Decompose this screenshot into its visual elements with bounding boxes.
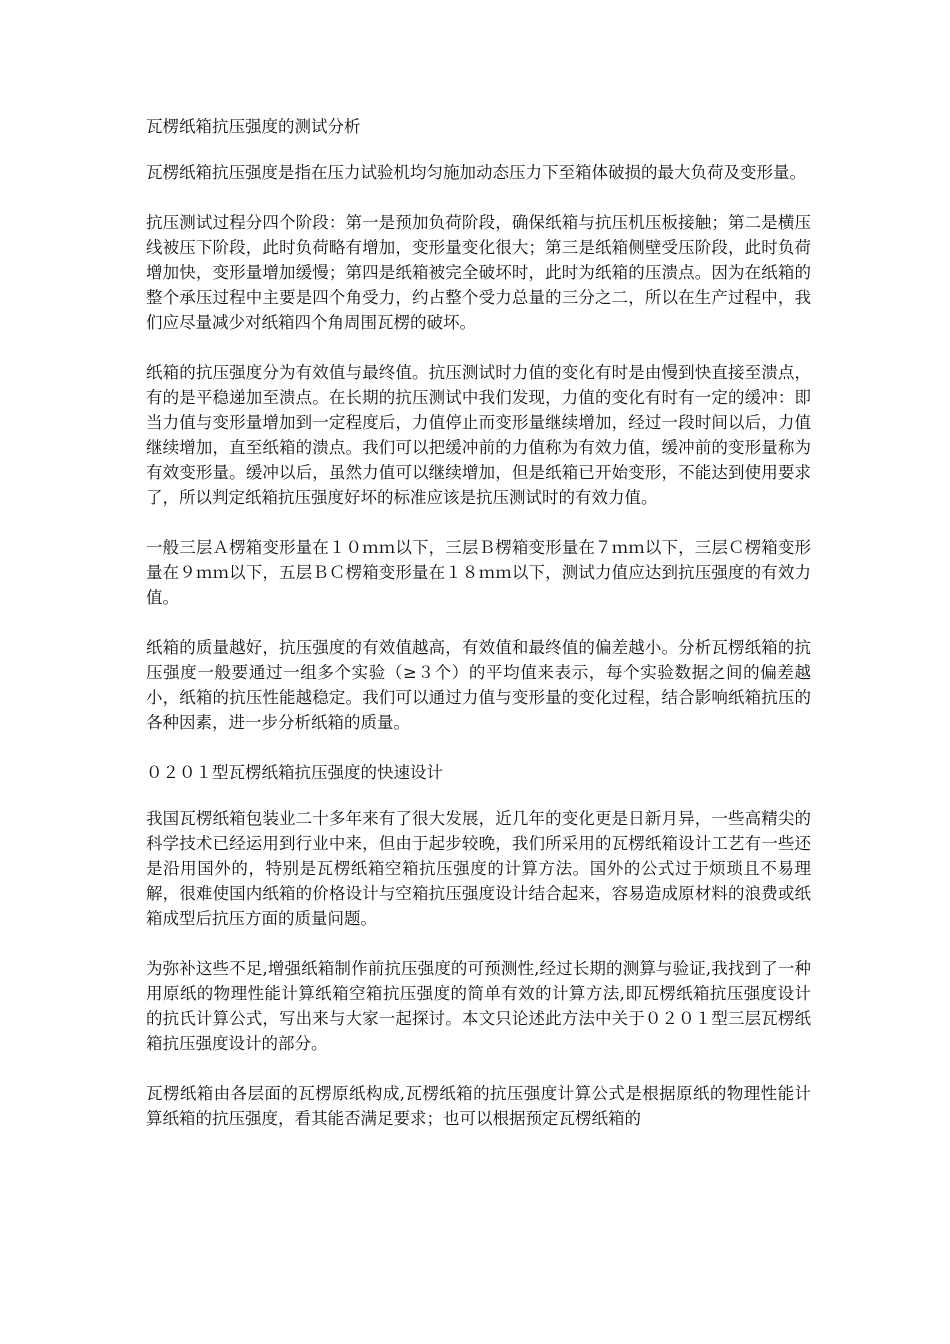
- paragraph-effective-value: 纸箱的抗压强度分为有效值与最终值。抗压测试时力值的变化有时是由慢到快直接至溃点，有的是平稳递加至溃点。在长期的抗压测试中我们发现，力值的变化有时有一定的缓冲：即当力值与变形量增加到一定程度后，力值停止而变形量继续增加，经过一段时间以后，力值继续增加，直至纸箱的溃点。我们可以把缓冲前的力值称为有效力值，缓冲前的变形量称为有效变形量。缓冲以后，虽然力值可以继续增加，但是纸箱已开始变形，不能达到使用要求了，所以判定纸箱抗压强度好坏的标准应该是抗压测试时的有效力值。: [146, 363, 811, 507]
- paragraph-industry-background: 我国瓦楞纸箱包装业二十多年来有了很大发展，近几年的变化更是日新月异，一些高精尖的科学技术已经运用到行业中来，但由于起步较晚，我们所采用的瓦楞纸箱设计工艺有一些还是沿用国外的，特别是瓦楞纸箱空箱抗压强度的计算方法。国外的公式过于烦琐且不易理解，很难使国内纸箱的价格设计与空箱抗压强度设计结合起来，容易造成原材料的浪费或纸箱成型后抗压方面的质量问题。: [146, 809, 811, 928]
- paragraph-formula-basis: 瓦楞纸箱由各层面的瓦楞原纸构成,瓦楞纸箱的抗压强度计算公式是根据原纸的物理性能计算纸箱的抗压强度，看其能否满足要求；也可以根据预定瓦楞纸箱的: [146, 1084, 811, 1128]
- paragraph-method-intro: 为弥补这些不足,增强纸箱制作前抗压强度的可预测性,经过长期的测算与验证,我找到了一种用原纸的物理性能计算纸箱空箱抗压强度的简单有效的计算方法,即瓦楞纸箱抗压强度设计的抗氏计算公式，写出来与大家一起探讨。本文只论述此方法中关于０２０１型三层瓦楞纸箱抗压强度设计的部分。: [146, 959, 811, 1053]
- document-title: 瓦楞纸箱抗压强度的测试分析: [146, 117, 361, 136]
- document-body: [146, 114, 811, 1156]
- paragraph-definition: 瓦楞纸箱抗压强度是指在压力试验机均匀施加动态压力下至箱体破损的最大负荷及变形量。: [146, 163, 806, 182]
- paragraph-quality-analysis: 纸箱的质量越好，抗压强度的有效值越高，有效值和最终值的偏差越小。分析瓦楞纸箱的抗压强度一般要通过一组多个实验（≥３个）的平均值来表示，每个实验数据之间的偏差越小，纸箱的抗压性能越稳定。我们可以通过力值与变形量的变化过程，结合影响纸箱抗压的各种因素，进一步分析纸箱的质量。: [146, 638, 811, 732]
- paragraph-deformation-limits: 一般三层Ａ楞箱变形量在１０ｍｍ以下，三层Ｂ楞箱变形量在７ｍｍ以下，三层Ｃ楞箱变形量在９ｍｍ以下，五层ＢＣ楞箱变形量在１８ｍｍ以下，测试力值应达到抗压强度的有效力值。: [146, 538, 811, 607]
- paragraph-test-stages: 抗压测试过程分四个阶段：第一是预加负荷阶段，确保纸箱与抗压机压板接触；第二是横压线被压下阶段，此时负荷略有增加，变形量变化很大；第三是纸箱侧壁受压阶段，此时负荷增加快，变形量增加缓慢；第四是纸箱被完全破坏时，此时为纸箱的压溃点。因为在纸箱的整个承压过程中主要是四个角受力，约占整个受力总量的三分之二，所以在生产过程中，我们应尽量减少对纸箱四个角周围瓦楞的破坏。: [146, 213, 811, 332]
- section-heading: ０２０１型瓦楞纸箱抗压强度的快速设计: [146, 763, 443, 782]
